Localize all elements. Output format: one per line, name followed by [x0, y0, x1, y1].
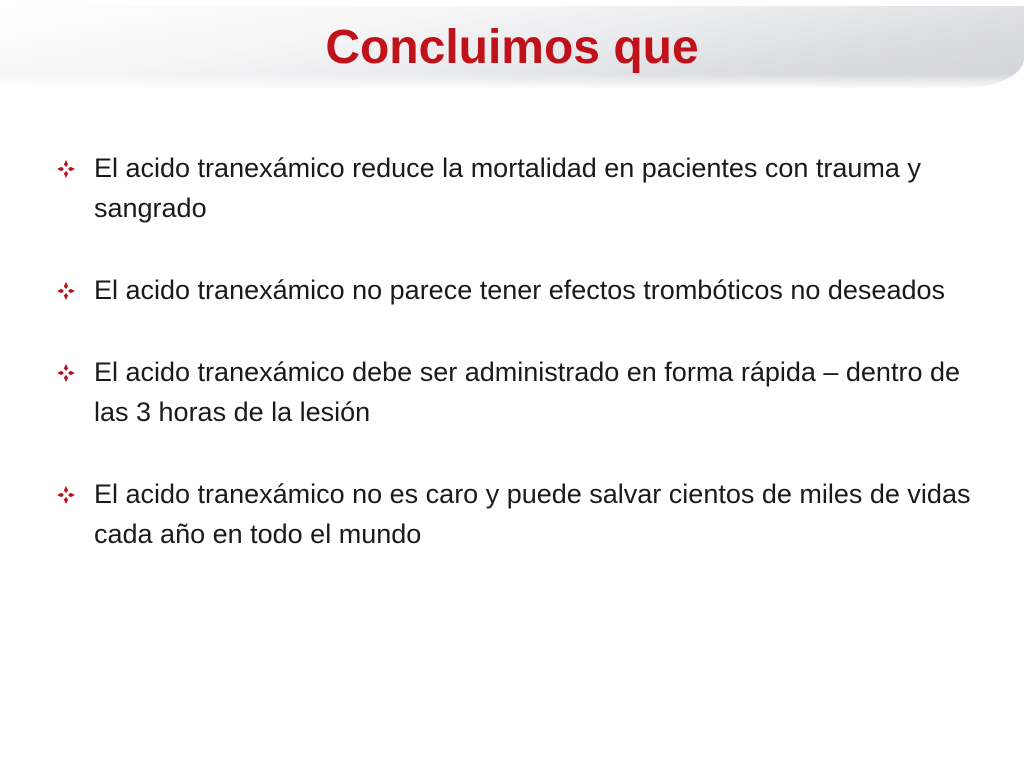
bullet-item — [56, 352, 986, 432]
bullet-text: El acido tranexámico no parece tener efectos trombóticos no deseados — [94, 275, 945, 305]
bullet-item — [56, 270, 986, 310]
diamond-bullet-icon — [56, 363, 76, 383]
diamond-bullet-icon — [56, 485, 76, 505]
bullet-item — [56, 474, 986, 554]
bullet-text: El acido tranexámico reduce la mortalidad en pacientes con trauma y sangrado — [94, 153, 921, 223]
diamond-bullet-icon — [56, 281, 76, 301]
slide-title: Concluimos que — [325, 21, 699, 74]
bullet-item — [56, 148, 986, 228]
diamond-bullet-icon — [56, 159, 76, 179]
bullet-list — [56, 148, 986, 596]
bullet-text: El acido tranexámico no es caro y puede salvar cientos de miles de vidas cada año en todo el mundo — [94, 479, 971, 549]
bullet-text: El acido tranexámico debe ser administrado en forma rápida – dentro de las 3 horas de la lesión — [94, 357, 960, 427]
